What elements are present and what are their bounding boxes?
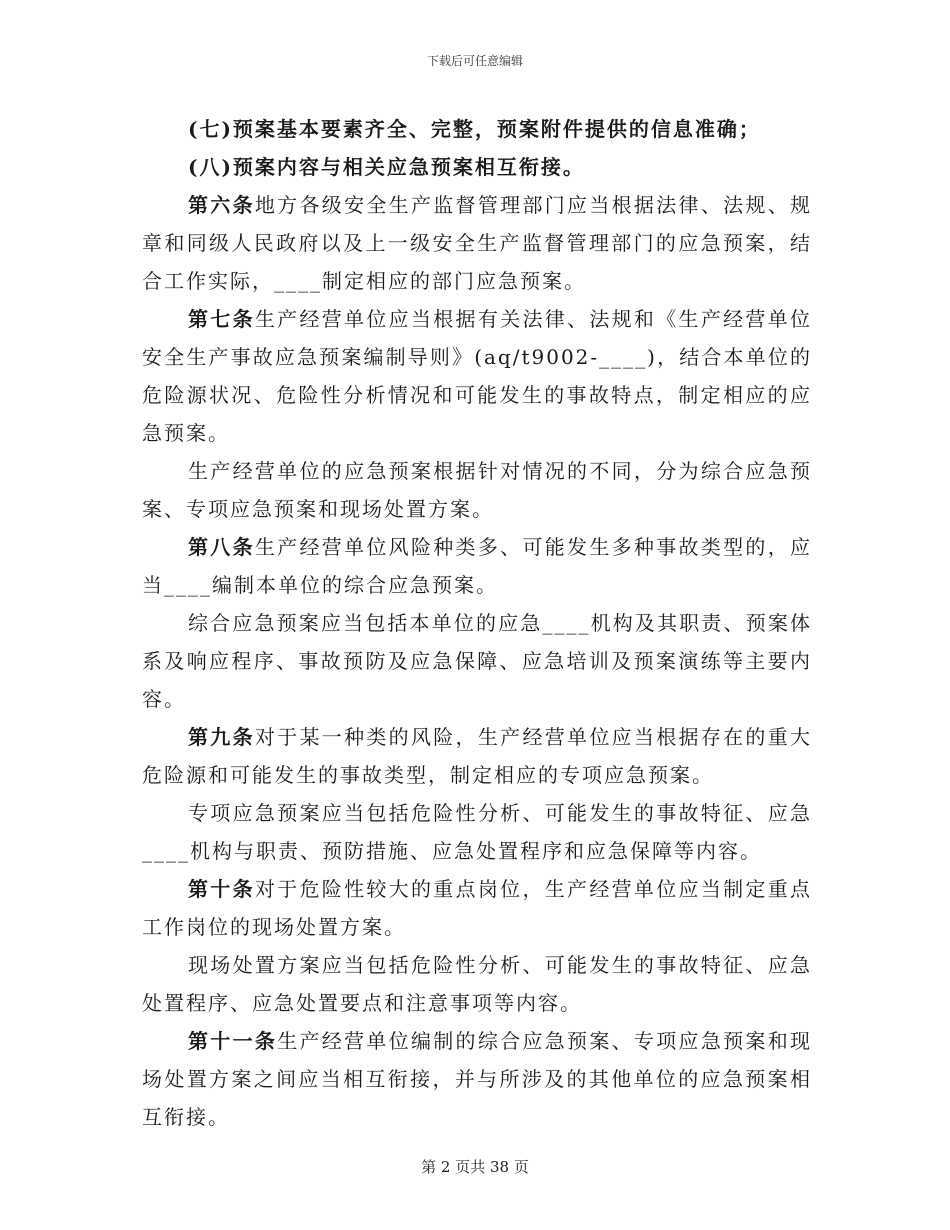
article-number: 第六条	[188, 193, 255, 217]
article-number: 第九条	[188, 725, 255, 749]
article-8: 第八条生产经营单位风险种类多、可能发生多种事故类型的，应当____编制本单位的综合应急预案。	[142, 535, 813, 597]
article-number: 第十条	[188, 877, 255, 901]
article-9: 第九条对于某一种类的风险，生产经营单位应当根据存在的重大危险源和可能发生的事故类型，制定相应的专项应急预案。	[142, 725, 813, 787]
article-number: 第七条	[188, 307, 255, 331]
article-number: 第八条	[188, 535, 255, 559]
paragraph: 专项应急预案应当包括危险性分析、可能发生的事故特征、应急____机构与职责、预防措施、应急处置程序和应急保障等内容。	[142, 801, 812, 863]
clause-item-7: (七)预案基本要素齐全、完整，预案附件提供的信息准确；	[188, 117, 761, 141]
clause-item-8: (八)预案内容与相关应急预案相互衔接。	[188, 155, 585, 179]
paragraph: 综合应急预案应当包括本单位的应急____机构及其职责、预案体系及响应程序、事故预防及应急保障、应急培训及预案演练等主要内容。	[142, 611, 812, 711]
article-number: 第十一条	[188, 1029, 278, 1053]
article-10: 第十条对于危险性较大的重点岗位，生产经营单位应当制定重点工作岗位的现场处置方案。	[142, 877, 813, 939]
paragraph: 现场处置方案应当包括危险性分析、可能发生的事故特征、应急处置程序、应急处置要点和注意事项等内容。	[142, 953, 812, 1015]
page-footer: 第 2 页共 38 页	[421, 1158, 529, 1176]
paragraph: 生产经营单位的应急预案根据针对情况的不同，分为综合应急预案、专项应急预案和现场处置方案。	[142, 459, 812, 521]
article-6: 第六条地方各级安全生产监督管理部门应当根据法律、法规、规章和同级人民政府以及上一级安全生产监督管理部门的应急预案，结合工作实际，____制定相应的部门应急预案。	[142, 193, 813, 293]
page-header: 下载后可任意编辑	[426, 54, 523, 68]
document-body	[142, 110, 812, 1136]
article-7: 第七条生产经营单位应当根据有关法律、法规和《生产经营单位安全生产事故应急预案编制导则》(aq/t9002-____)，结合本单位的危险源状况、危险性分析情况和可能发生的事故特点，制定相应的应急预案。	[142, 307, 813, 445]
article-11: 第十一条生产经营单位编制的综合应急预案、专项应急预案和现场处置方案之间应当相互衔接，并与所涉及的其他单位的应急预案相互衔接。	[142, 1029, 813, 1129]
